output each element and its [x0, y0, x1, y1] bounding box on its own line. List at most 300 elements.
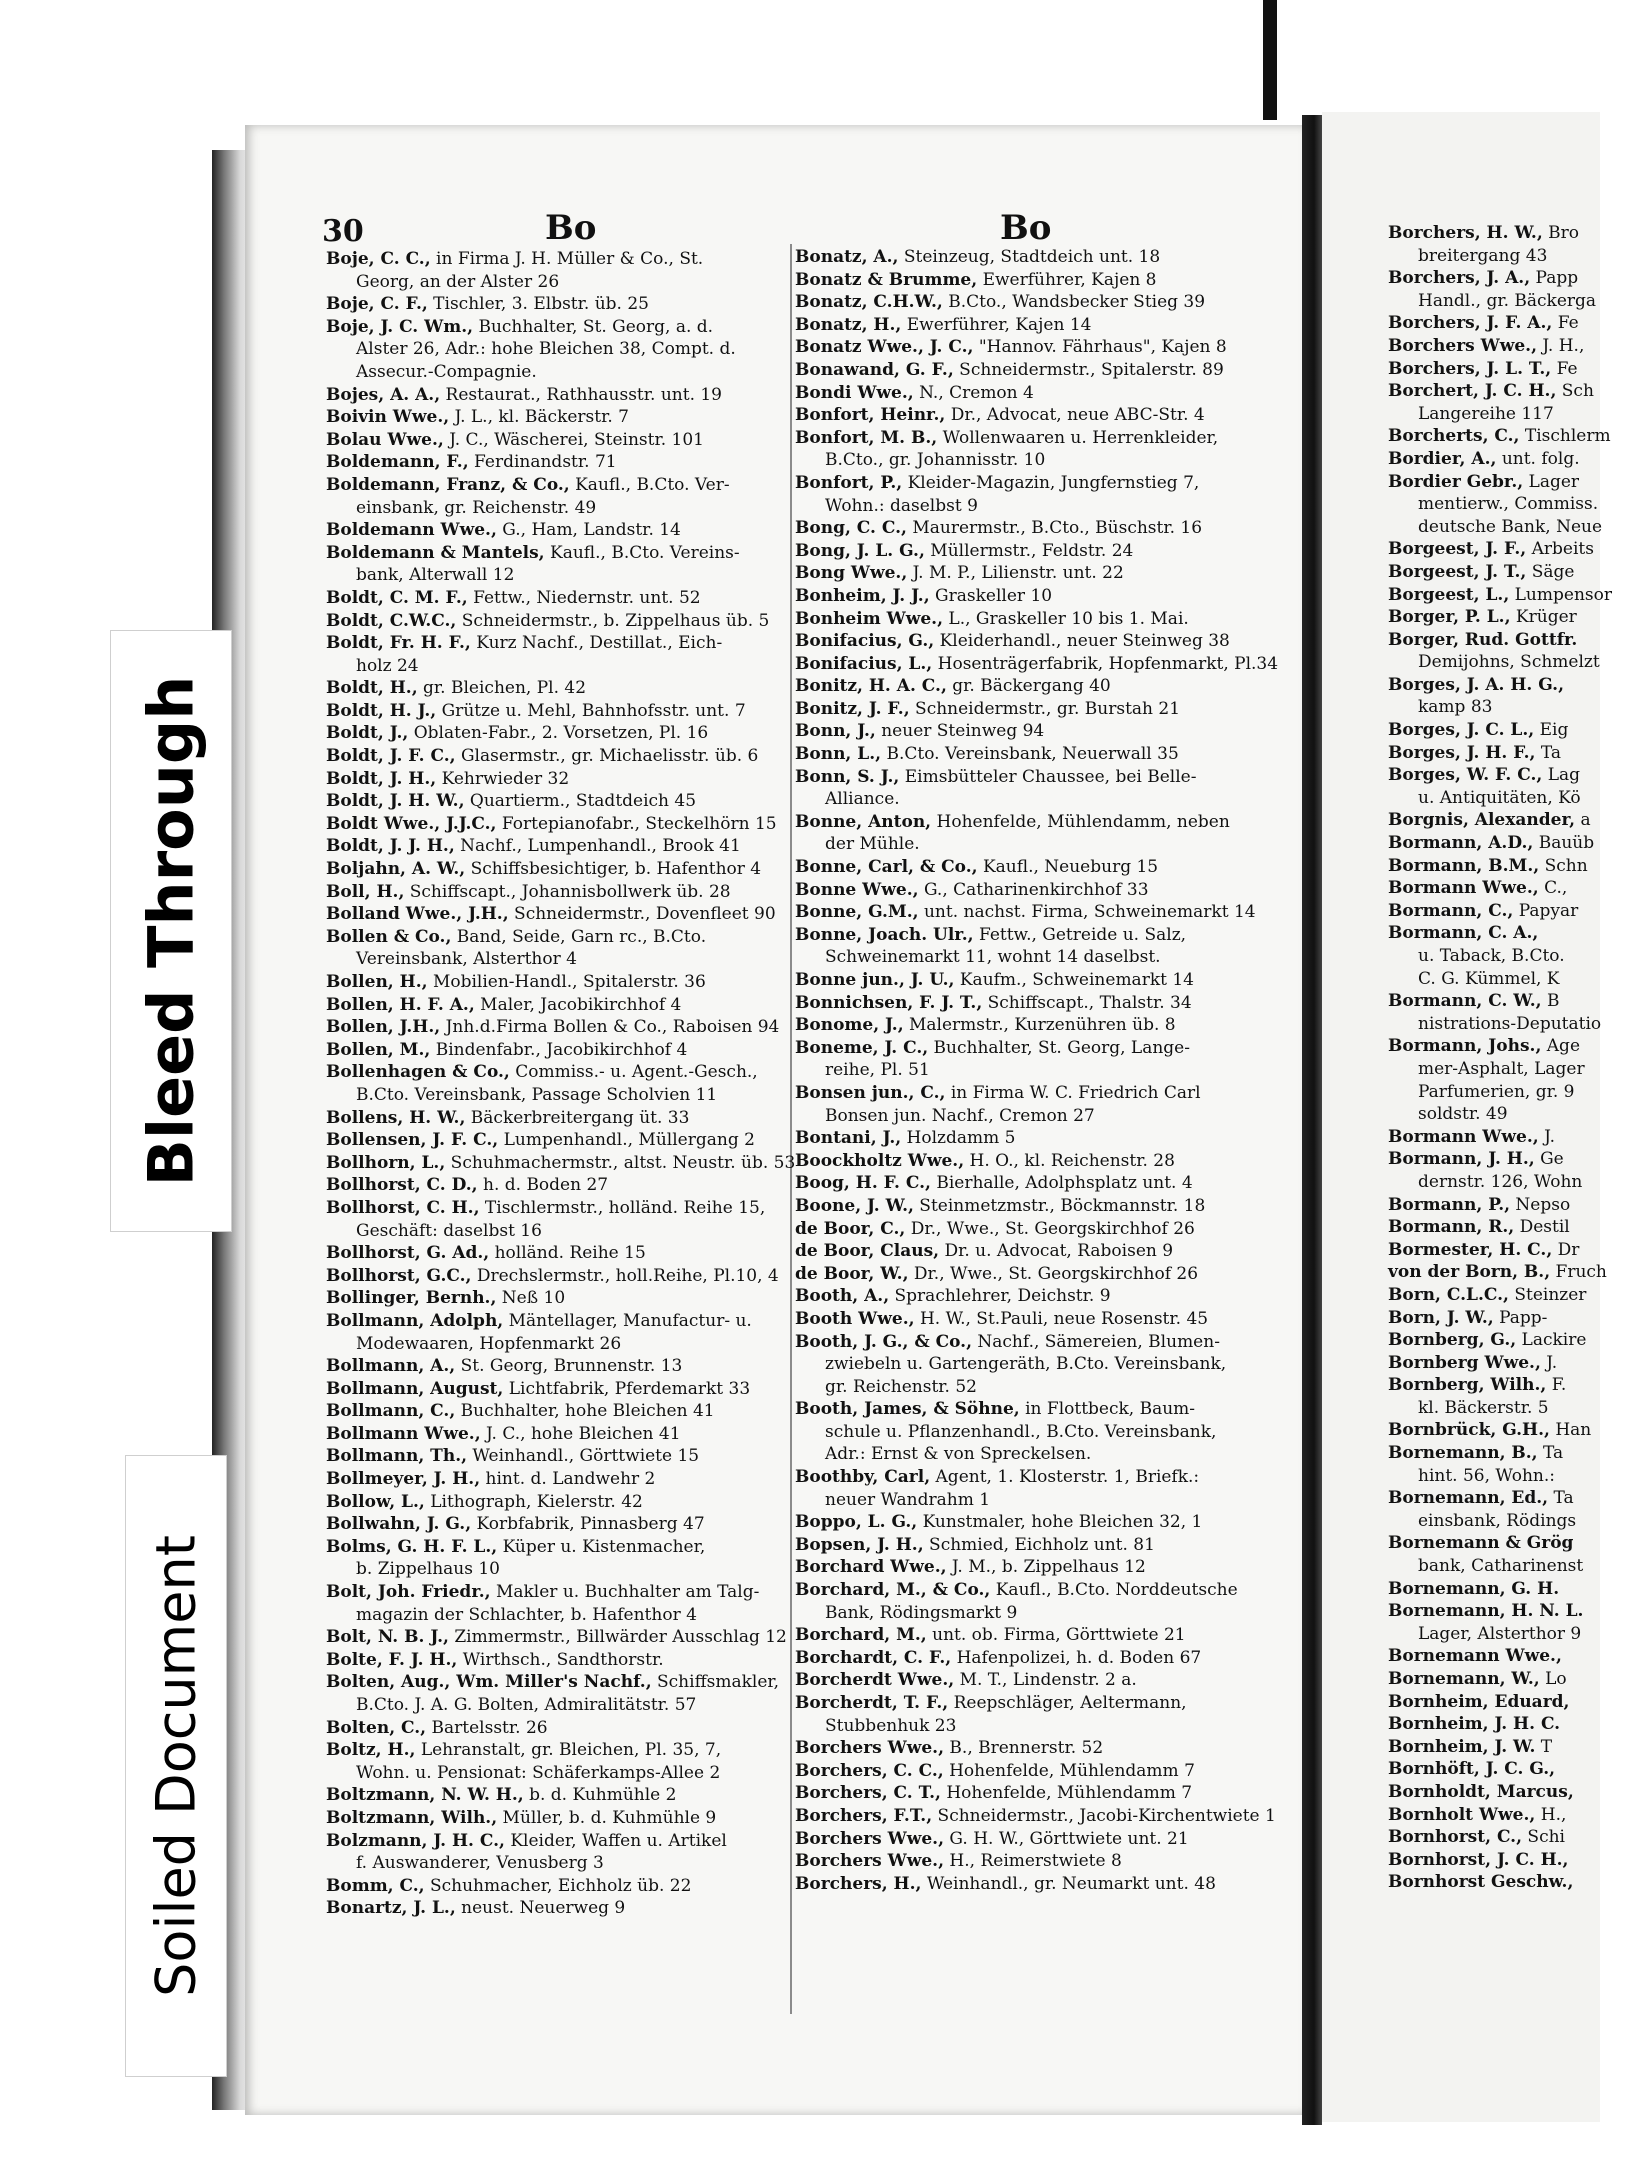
entry-name: Boothby, Carl,	[795, 1467, 931, 1488]
entry-name: Boldt, Fr. H. F.,	[326, 633, 471, 654]
directory-entry	[326, 1084, 806, 1107]
entry-text: gr. Reichenstr. 52	[825, 1376, 977, 1397]
entry-name: Bormann, A.D.,	[1388, 833, 1534, 854]
entry-text: Steinzer	[1508, 1284, 1587, 1305]
entry-name: Bollwahn, J. G.,	[326, 1514, 472, 1535]
directory-entry	[326, 1875, 806, 1898]
entry-name: Bornheim, J. W.	[1388, 1736, 1536, 1757]
entry-text: Modewaaren, Hopfenmarkt 26	[356, 1333, 622, 1354]
entry-text: Neß 10	[496, 1288, 566, 1309]
entry-name: Boppo, L. G.,	[795, 1512, 918, 1533]
entry-name: Bollen, M.,	[326, 1039, 431, 1060]
entry-name: Bornhorst, C.,	[1388, 1827, 1523, 1848]
directory-entry	[1388, 1103, 1628, 1126]
entry-text: Weinhandl., Görttwiete 15	[467, 1446, 700, 1467]
entry-name: Boldt, C. M. F.,	[326, 587, 468, 608]
directory-entry	[326, 1107, 806, 1130]
entry-name: Borchers Wwe.,	[1388, 335, 1538, 356]
directory-entry	[1388, 1397, 1628, 1420]
entry-name: Bonfort, M. B.,	[795, 427, 938, 448]
entry-name: Bormann, C. W.,	[1388, 991, 1542, 1012]
directory-entry	[795, 1172, 1285, 1195]
directory-entry	[326, 1039, 806, 1062]
entry-text: F.	[1546, 1375, 1567, 1396]
entry-text: a	[1575, 810, 1591, 831]
label-soiled-document	[125, 1455, 227, 2077]
directory-entry	[326, 1626, 806, 1649]
entry-text: bank, Catharinenst	[1418, 1556, 1584, 1577]
entry-name: Bonome, J.,	[795, 1015, 904, 1036]
entry-text: Bank, Rödingsmarkt 9	[825, 1602, 1018, 1623]
entry-name: Bonsen jun., C.,	[795, 1082, 946, 1103]
directory-entry	[795, 1150, 1285, 1173]
entry-name: Bong, J. L. G.,	[795, 540, 925, 561]
entry-text: Schi	[1522, 1827, 1565, 1848]
directory-entry	[1388, 380, 1628, 403]
directory-entry	[1388, 1442, 1628, 1465]
entry-text: Lumpensor	[1509, 584, 1612, 605]
directory-entry	[326, 1581, 806, 1604]
directory-entry	[326, 813, 806, 836]
entry-text: Schneidermstr., Dovenfleet 90	[508, 904, 776, 925]
directory-entry	[326, 1220, 806, 1243]
entry-text: Commiss.- u. Agent.-Gesch.,	[509, 1062, 758, 1083]
directory-entry	[1388, 1645, 1628, 1668]
entry-text: Zimmermstr., Billwärder Ausschlag 12	[448, 1627, 787, 1648]
entry-text: Nepso	[1510, 1194, 1571, 1215]
directory-entry	[1388, 1465, 1628, 1488]
directory-entry	[795, 1828, 1285, 1851]
entry-text: reihe, Pl. 51	[825, 1060, 930, 1081]
entry-text: Ge	[1534, 1149, 1564, 1170]
entry-name: Boockholtz Wwe.,	[795, 1150, 965, 1171]
entry-text: Schiffscapt., Thalstr. 34	[982, 992, 1192, 1013]
entry-text: M. T., Lindenstr. 2 a.	[954, 1670, 1137, 1691]
directory-entry	[326, 248, 806, 271]
entry-text: b. d. Kuhmühle 2	[523, 1785, 677, 1806]
entry-text: Fettw., Getreide u. Salz,	[973, 924, 1187, 945]
entry-text: G. H. W., Görttwiete unt. 21	[944, 1828, 1189, 1849]
entry-text: Ferdinandstr. 71	[468, 452, 617, 473]
entry-text: Kleider-Magazin, Jungfernstieg 7,	[902, 472, 1200, 493]
label-soiled-document-text: Soiled Document	[144, 1535, 208, 1997]
entry-name: Bonne, Carl, & Co.,	[795, 857, 978, 878]
entry-name: Bormann, B.M.,	[1388, 855, 1540, 876]
directory-entry	[795, 1669, 1285, 1692]
directory-entry	[795, 653, 1285, 676]
entry-text: Schneidermstr., gr. Burstah 21	[909, 698, 1181, 719]
entry-text: in Firma W. C. Friedrich Carl	[945, 1082, 1201, 1103]
entry-text: Lager	[1523, 471, 1580, 492]
directory-entry	[1388, 1148, 1628, 1171]
entry-text: Jnh.d.Firma Bollen & Co., Raboisen 94	[440, 1017, 780, 1038]
entry-text: Grütze u. Mehl, Bahnhofsstr. unt. 7	[436, 700, 746, 721]
directory-entry	[1388, 1081, 1628, 1104]
directory-entry	[326, 994, 806, 1017]
entry-text: Steinmetzmstr., Böckmannstr. 18	[913, 1195, 1206, 1216]
directory-entry	[1388, 267, 1628, 290]
entry-name: Bornemann & Grög	[1388, 1533, 1574, 1554]
entry-text: Handl., gr. Bäckerga	[1418, 290, 1597, 311]
entry-text: Mäntellager, Manufactur- u.	[503, 1310, 752, 1331]
entry-name: Bollhorst, C. D.,	[326, 1175, 478, 1196]
directory-entry	[1388, 1284, 1628, 1307]
entry-text: Drechslermstr., holl.Reihe, Pl.10, 4	[471, 1265, 779, 1286]
directory-entry	[795, 562, 1285, 585]
entry-name: Bonawand, G. F.,	[795, 359, 954, 380]
entry-text: N., Cremon 4	[913, 382, 1034, 403]
running-head-left: Bo	[545, 208, 597, 248]
label-bleed-through	[110, 630, 232, 1232]
directory-entry	[326, 384, 806, 407]
entry-text: f. Auswanderer, Venusberg 3	[356, 1853, 604, 1874]
entry-text: Tischler, 3. Elbstr. üb. 25	[427, 294, 649, 315]
directory-entry	[795, 336, 1285, 359]
directory-entry	[1388, 674, 1628, 697]
entry-name: Bornhöft, J. C. G.,	[1388, 1759, 1556, 1780]
entry-text: Assecur.-Compagnie.	[356, 361, 537, 382]
directory-entry	[795, 1037, 1285, 1060]
directory-entry	[1388, 245, 1628, 268]
entry-text: kl. Bäckerstr. 5	[1418, 1397, 1549, 1418]
directory-entry	[1388, 1532, 1628, 1555]
directory-entry	[795, 1331, 1285, 1354]
directory-entry	[326, 655, 806, 678]
directory-entry	[795, 1014, 1285, 1037]
entry-text: J.	[1538, 1126, 1555, 1147]
directory-entry	[795, 1466, 1285, 1489]
directory-entry	[1388, 493, 1628, 516]
entry-name: Bolzmann, J. H. C.,	[326, 1830, 505, 1851]
directory-entry	[326, 271, 806, 294]
entry-name: Bormester, H. C.,	[1388, 1239, 1553, 1260]
directory-entry	[1388, 1510, 1628, 1533]
directory-entry	[1388, 1126, 1628, 1149]
entry-text: u. Antiquitäten, Kö	[1418, 787, 1581, 808]
directory-entry	[795, 856, 1285, 879]
directory-entry	[326, 451, 806, 474]
entry-name: Boje, C. C.,	[326, 249, 431, 269]
directory-entry	[795, 1353, 1285, 1376]
entry-name: Booth, J. G., & Co.,	[795, 1331, 972, 1352]
entry-name: de Boor, Claus,	[795, 1241, 940, 1262]
entry-name: Boljahn, A. W.,	[326, 859, 466, 880]
entry-text: bank, Alterwall 12	[356, 565, 515, 586]
entry-name: Bollmann Wwe.,	[326, 1423, 481, 1444]
directory-entry	[795, 630, 1285, 653]
entry-text: Nachf., Lumpenhandl., Brook 41	[454, 836, 741, 857]
entry-text: Bäckerbreitergang üt. 33	[465, 1107, 690, 1128]
directory-entry	[326, 1784, 806, 1807]
directory-entry	[326, 1807, 806, 1830]
directory-entry	[795, 1579, 1285, 1602]
entry-name: Bornemann, G. H.	[1388, 1578, 1560, 1599]
directory-column-2	[795, 246, 1285, 1895]
top-page-edge	[1263, 0, 1277, 120]
directory-entry	[795, 585, 1285, 608]
entry-name: Bormann, R.,	[1388, 1217, 1515, 1238]
entry-name: Bolau Wwe.,	[326, 429, 444, 450]
directory-entry	[326, 1445, 806, 1468]
directory-entry	[1388, 968, 1628, 991]
entry-name: Bornberg, Wilh.,	[1388, 1375, 1547, 1396]
entry-name: Boldt, J. H.,	[326, 768, 437, 789]
entry-name: Boldemann Wwe.,	[326, 520, 497, 541]
entry-name: Borchers Wwe.,	[795, 1738, 945, 1759]
directory-entry	[1388, 719, 1628, 742]
directory-entry	[795, 1376, 1285, 1399]
entry-text: Kunstmaler, hohe Bleichen 32, 1	[917, 1512, 1203, 1533]
entry-name: Bormann, C.,	[1388, 900, 1514, 921]
entry-text: Eimsbütteler Chaussee, bei Belle-	[899, 766, 1197, 787]
entry-text: Oblaten-Fabr., 2. Vorsetzen, Pl. 16	[408, 723, 709, 744]
directory-entry	[1388, 1578, 1628, 1601]
entry-text: H. W., St.Pauli, neue Rosenstr. 45	[914, 1308, 1209, 1329]
entry-name: Booth, James, & Söhne,	[795, 1399, 1020, 1420]
entry-name: Bonne Wwe.,	[795, 879, 919, 900]
directory-entry	[326, 542, 806, 565]
entry-text: einsbank, Rödings	[1418, 1510, 1577, 1531]
entry-text: G., Ham, Landstr. 14	[496, 520, 681, 541]
entry-text: T	[1535, 1736, 1553, 1757]
page-number: 30	[322, 214, 364, 249]
entry-text: soldstr. 49	[1418, 1104, 1508, 1125]
entry-text: einsbank, gr. Reichenstr. 49	[356, 497, 597, 518]
entry-text: mentierw., Commiss.	[1418, 494, 1599, 515]
entry-text: gr. Bäckergang 40	[946, 676, 1111, 697]
entry-name: Bonifacius, G.,	[795, 631, 935, 652]
entry-text: Lag	[1542, 765, 1581, 786]
directory-entry	[795, 1398, 1285, 1421]
directory-entry	[326, 1604, 806, 1627]
directory-entry	[326, 1513, 806, 1536]
entry-name: Born, J. W.,	[1388, 1307, 1494, 1328]
directory-entry	[326, 564, 806, 587]
entry-text: Glasermstr., gr. Michaelisstr. üb. 6	[455, 746, 759, 767]
directory-entry	[795, 720, 1285, 743]
directory-entry	[795, 1059, 1285, 1082]
directory-entry	[1388, 787, 1628, 810]
directory-entry	[1388, 1555, 1628, 1578]
entry-text: Lager, Alsterthor 9	[1418, 1623, 1582, 1644]
entry-text: in Firma J. H. Müller & Co., St.	[430, 249, 704, 269]
directory-entry	[1388, 312, 1628, 335]
entry-text: Ta	[1537, 1443, 1564, 1464]
entry-name: Boltzmann, N. W. H.,	[326, 1785, 524, 1806]
entry-text: Vereinsbank, Alsterthor 4	[356, 949, 577, 970]
entry-name: Boldt, J. J. H.,	[326, 836, 455, 857]
entry-name: Bollmann, A.,	[326, 1356, 456, 1377]
entry-name: Bornholdt, Marcus,	[1388, 1781, 1574, 1802]
directory-entry	[1388, 471, 1628, 494]
entry-text: Han	[1549, 1420, 1592, 1441]
entry-text: Holzdamm 5	[901, 1128, 1016, 1149]
directory-entry	[326, 1197, 806, 1220]
directory-entry	[326, 610, 806, 633]
entry-text: Hohenfelde, Mühlendamm 7	[943, 1760, 1195, 1781]
entry-name: Borchers, F.T.,	[795, 1805, 933, 1826]
entry-name: Bornhorst Geschw.,	[1388, 1872, 1574, 1893]
directory-entry	[795, 1534, 1285, 1557]
entry-text: hint. 56, Wohn.:	[1418, 1465, 1555, 1486]
entry-text: Maler, Jacobikirchhof 4	[474, 994, 682, 1015]
directory-entry	[795, 1127, 1285, 1150]
directory-entry	[1388, 990, 1628, 1013]
entry-name: Bollen, H.,	[326, 972, 428, 992]
entry-name: Borcherts, C.,	[1388, 426, 1520, 447]
directory-entry	[326, 1400, 806, 1423]
directory-entry	[326, 1762, 806, 1785]
directory-entry	[1388, 1352, 1628, 1375]
entry-text: neust. Neuerweg 9	[455, 1898, 626, 1919]
directory-entry	[326, 1061, 806, 1084]
entry-name: de Boor, C.,	[795, 1218, 906, 1239]
entry-text: hint. d. Landwehr 2	[480, 1469, 656, 1490]
entry-text: J. H.,	[1537, 335, 1585, 356]
directory-entry	[1388, 1804, 1628, 1827]
entry-text: b. Zippelhaus 10	[356, 1559, 500, 1580]
entry-text: Tischlermstr., holländ. Reihe 15,	[479, 1197, 766, 1218]
entry-text: Nachf., Sämereien, Blumen-	[972, 1331, 1220, 1352]
entry-name: Bormann, Johs.,	[1388, 1036, 1542, 1057]
directory-entry	[795, 1511, 1285, 1534]
entry-name: Bonitz, H. A. C.,	[795, 676, 947, 697]
entry-text: Buchhalter, St. Georg, a. d.	[473, 316, 714, 337]
directory-entry	[795, 314, 1285, 337]
directory-entry	[326, 881, 806, 904]
entry-text: Schmied, Eichholz unt. 81	[923, 1534, 1155, 1555]
entry-name: von der Born, B.,	[1388, 1262, 1551, 1283]
entry-text: Ta	[1535, 742, 1561, 763]
entry-text: Korbfabrik, Pinnasberg 47	[471, 1514, 705, 1535]
entry-name: Borchers, H. W.,	[1388, 223, 1543, 243]
directory-entry	[326, 768, 806, 791]
directory-entry	[326, 1310, 806, 1333]
entry-text: Bartelsstr. 26	[426, 1717, 548, 1738]
entry-text: Band, Seide, Garn rc., B.Cto.	[451, 926, 707, 947]
entry-name: Boldt, H. J.,	[326, 700, 437, 721]
directory-entry	[326, 361, 806, 384]
entry-name: Bollhorn, L.,	[326, 1152, 446, 1173]
entry-name: Bollen, J.H.,	[326, 1017, 441, 1038]
entry-name: de Boor, W.,	[795, 1263, 909, 1284]
directory-entry	[326, 1694, 806, 1717]
entry-name: Boldt, C.W.C.,	[326, 610, 457, 631]
entry-text: Kaufl., Neueburg 15	[977, 857, 1159, 878]
directory-entry	[795, 766, 1285, 789]
directory-entry	[795, 269, 1285, 292]
entry-text: Quartierm., Stadtdeich 45	[464, 791, 697, 812]
directory-entry	[1388, 900, 1628, 923]
entry-text: Fortepianofabr., Steckelhörn 15	[496, 813, 777, 834]
entry-text: in Flottbeck, Baum-	[1019, 1399, 1196, 1420]
entry-text: unt. nachst. Firma, Schweinemarkt 14	[918, 902, 1256, 923]
entry-text: "Hannov. Fährhaus", Kajen 8	[973, 337, 1227, 358]
entry-text: Stubbenhuk 23	[825, 1715, 957, 1736]
directory-entry	[795, 1082, 1285, 1105]
entry-text: Bro	[1542, 223, 1580, 243]
directory-entry	[795, 879, 1285, 902]
entry-name: Bonn, S. J.,	[795, 766, 900, 787]
entry-name: Bolte, F. J. H.,	[326, 1649, 458, 1670]
entry-name: Bonn, J.,	[795, 721, 876, 742]
entry-text: Schiffscapt., Johannisbollwerk üb. 28	[404, 881, 731, 902]
entry-text: Wirthsch., Sandthorstr.	[457, 1649, 664, 1670]
directory-entry	[1388, 1239, 1628, 1262]
entry-name: Boldt Wwe., J.J.C.,	[326, 813, 497, 834]
entry-text: Restaurat., Rathhausstr. unt. 19	[440, 384, 723, 405]
entry-name: Boldt, H.,	[326, 678, 418, 699]
directory-entry	[326, 1423, 806, 1446]
entry-name: Bollen, H. F. A.,	[326, 994, 475, 1015]
entry-name: Borcherdt, T. F.,	[795, 1693, 949, 1713]
directory-entry	[326, 926, 806, 949]
entry-text: Sprachlehrer, Deichstr. 9	[889, 1286, 1111, 1307]
directory-entry	[795, 1782, 1285, 1805]
entry-text: H.,	[1535, 1804, 1567, 1825]
entry-text: Maurermstr., B.Cto., Büschstr. 16	[906, 518, 1203, 539]
entry-name: Booth Wwe.,	[795, 1308, 915, 1329]
directory-entry	[326, 474, 806, 497]
directory-entry	[326, 1287, 806, 1310]
running-head-right: Bo	[1000, 208, 1052, 248]
entry-text: Wohn.: daselbst 9	[825, 495, 978, 516]
entry-text: Dr. u. Advocat, Raboisen 9	[939, 1241, 1174, 1262]
entry-name: Bormann Wwe.,	[1388, 1126, 1539, 1147]
entry-text: Papp	[1530, 268, 1579, 289]
directory-column-1	[326, 248, 806, 1920]
entry-name: Bong, C. C.,	[795, 518, 907, 539]
directory-entry	[326, 1242, 806, 1265]
entry-name: Bornberg Wwe.,	[1388, 1352, 1541, 1373]
directory-entry	[1388, 335, 1628, 358]
entry-name: Bonn, L.,	[795, 744, 882, 765]
directory-entry	[795, 449, 1285, 472]
entry-name: Bolms, G. H. F. L.,	[326, 1536, 498, 1557]
entry-text: Hohenfelde, Mühlendamm, neben	[931, 811, 1230, 832]
entry-name: Bonatz, C.H.W.,	[795, 292, 943, 313]
directory-entry	[326, 429, 806, 452]
entry-text: Arbeits	[1526, 539, 1594, 560]
directory-entry	[1388, 1668, 1628, 1691]
entry-text: Destil	[1514, 1217, 1570, 1238]
entry-name: Bornemann, W.,	[1388, 1669, 1540, 1689]
entry-text: Dr	[1552, 1239, 1580, 1260]
entry-text: Hafenpolizei, h. d. Boden 67	[951, 1647, 1202, 1668]
entry-name: Borges, J. H. F.,	[1388, 742, 1536, 763]
directory-entry	[1388, 538, 1628, 561]
entry-text: Schuhmacher, Eichholz üb. 22	[424, 1875, 692, 1896]
entry-text: u. Taback, B.Cto.	[1418, 946, 1565, 966]
entry-text: Bierhalle, Adolphsplatz unt. 4	[930, 1173, 1193, 1194]
directory-entry	[1388, 358, 1628, 381]
entry-name: Boltz, H.,	[326, 1740, 416, 1761]
entry-text: Lo	[1539, 1669, 1567, 1689]
directory-entry	[795, 1240, 1285, 1263]
directory-entry	[326, 1491, 806, 1514]
entry-text: Lumpenhandl., Müllergang 2	[498, 1130, 755, 1151]
directory-entry	[795, 382, 1285, 405]
directory-entry	[795, 698, 1285, 721]
directory-entry	[1388, 809, 1628, 832]
directory-entry	[326, 338, 806, 361]
entry-name: Bornheim, J. H. C.	[1388, 1714, 1561, 1735]
directory-entry	[795, 404, 1285, 427]
entry-text: Fe	[1551, 358, 1578, 379]
directory-column-3	[1388, 222, 1628, 1894]
directory-entry	[795, 291, 1285, 314]
directory-entry	[1388, 1871, 1628, 1894]
